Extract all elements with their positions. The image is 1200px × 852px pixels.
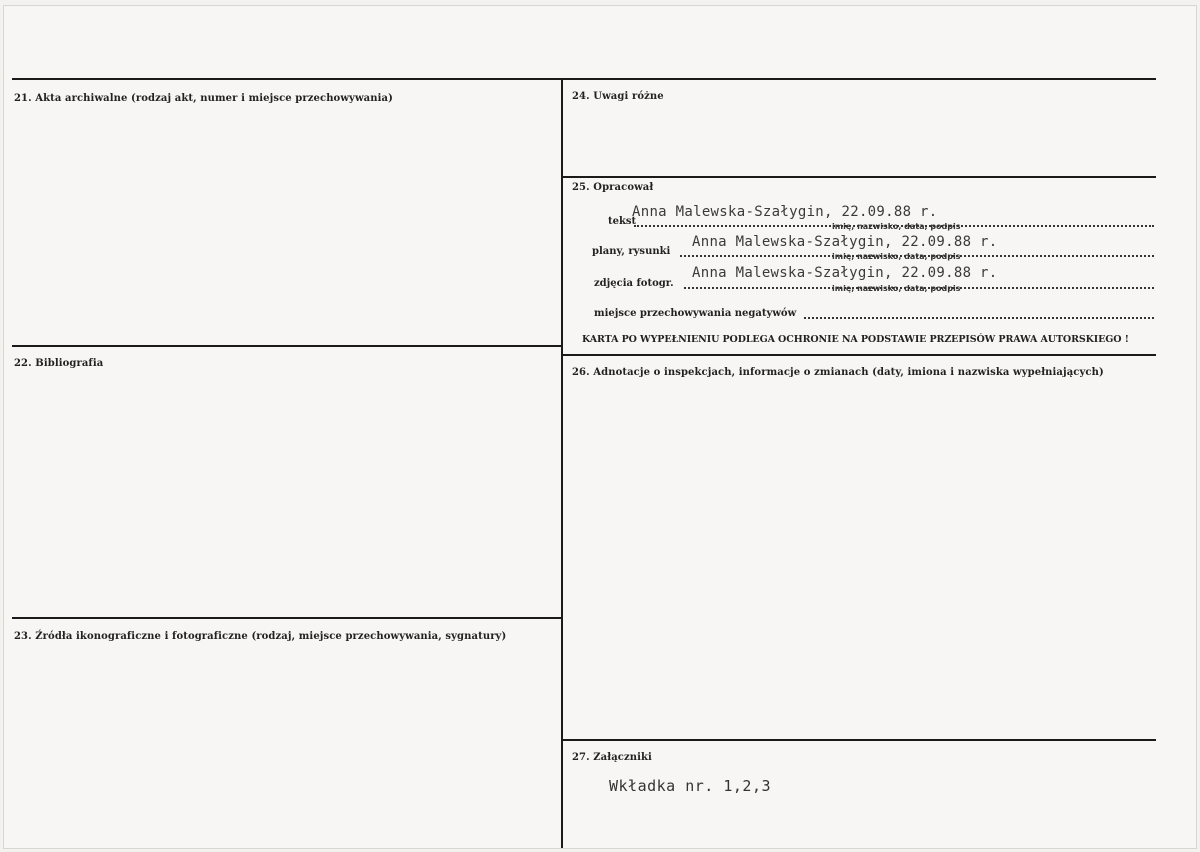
negatives-dotline — [804, 317, 1154, 319]
form-card — [4, 6, 1196, 848]
tekst-label: tekst — [608, 216, 637, 227]
tekst-hint: imię, nazwisko, data, podpis — [832, 222, 961, 231]
section-27-label: 27. Załączniki — [572, 752, 652, 763]
divider-24-25 — [561, 176, 1156, 178]
section-21-label: 21. Akta archiwalne (rodzaj akt, numer i miejsce przechowywania) — [14, 93, 393, 104]
section-25-label: 25. Opracował — [572, 182, 654, 193]
copyright-notice: KARTA PO WYPEŁNIENIU PODLEGA OCHRONIE NA PODSTAWIE PRZEPISÓW PRAWA AUTORSKIEGO ! — [582, 334, 1129, 345]
negatives-label: miejsce przechowywania negatywów — [594, 308, 797, 319]
section-22-label: 22. Bibliografia — [14, 358, 104, 369]
divider-26-27 — [561, 739, 1156, 741]
divider-25-26 — [561, 354, 1156, 356]
zdjecia-fotogr-label: zdjęcia fotogr. — [594, 278, 674, 289]
section-26-label: 26. Adnotacje o inspekcjach, informacje o zmianach (daty, imiona i nazwiska wypełniających) — [572, 367, 1104, 378]
section-24-label: 24. Uwagi różne — [572, 91, 664, 102]
section-23-label: 23. Źródła ikonograficzne i fotograficzne (rodzaj, miejsce przechowywania, sygnatury) — [14, 631, 507, 642]
plany-rysunki-value[interactable]: Anna Malewska-Szałygin, 22.09.88 r. — [692, 234, 998, 250]
divider-21-22 — [12, 345, 563, 347]
zdjecia-fotogr-value[interactable]: Anna Malewska-Szałygin, 22.09.88 r. — [692, 265, 998, 281]
zalaczniki-value[interactable]: Wkładka nr. 1,2,3 — [609, 777, 772, 795]
tekst-value[interactable]: Anna Malewska-Szałygin, 22.09.88 r. — [632, 204, 938, 220]
divider-22-23 — [12, 617, 563, 619]
plany-rysunki-label: plany, rysunki — [592, 246, 671, 257]
zdjecia-fotogr-hint: imię, nazwisko, data, podpis — [832, 284, 961, 293]
top-rule — [12, 78, 1156, 80]
center-divider — [561, 78, 563, 848]
plany-rysunki-hint: imię, nazwisko, data, podpis — [832, 252, 961, 261]
